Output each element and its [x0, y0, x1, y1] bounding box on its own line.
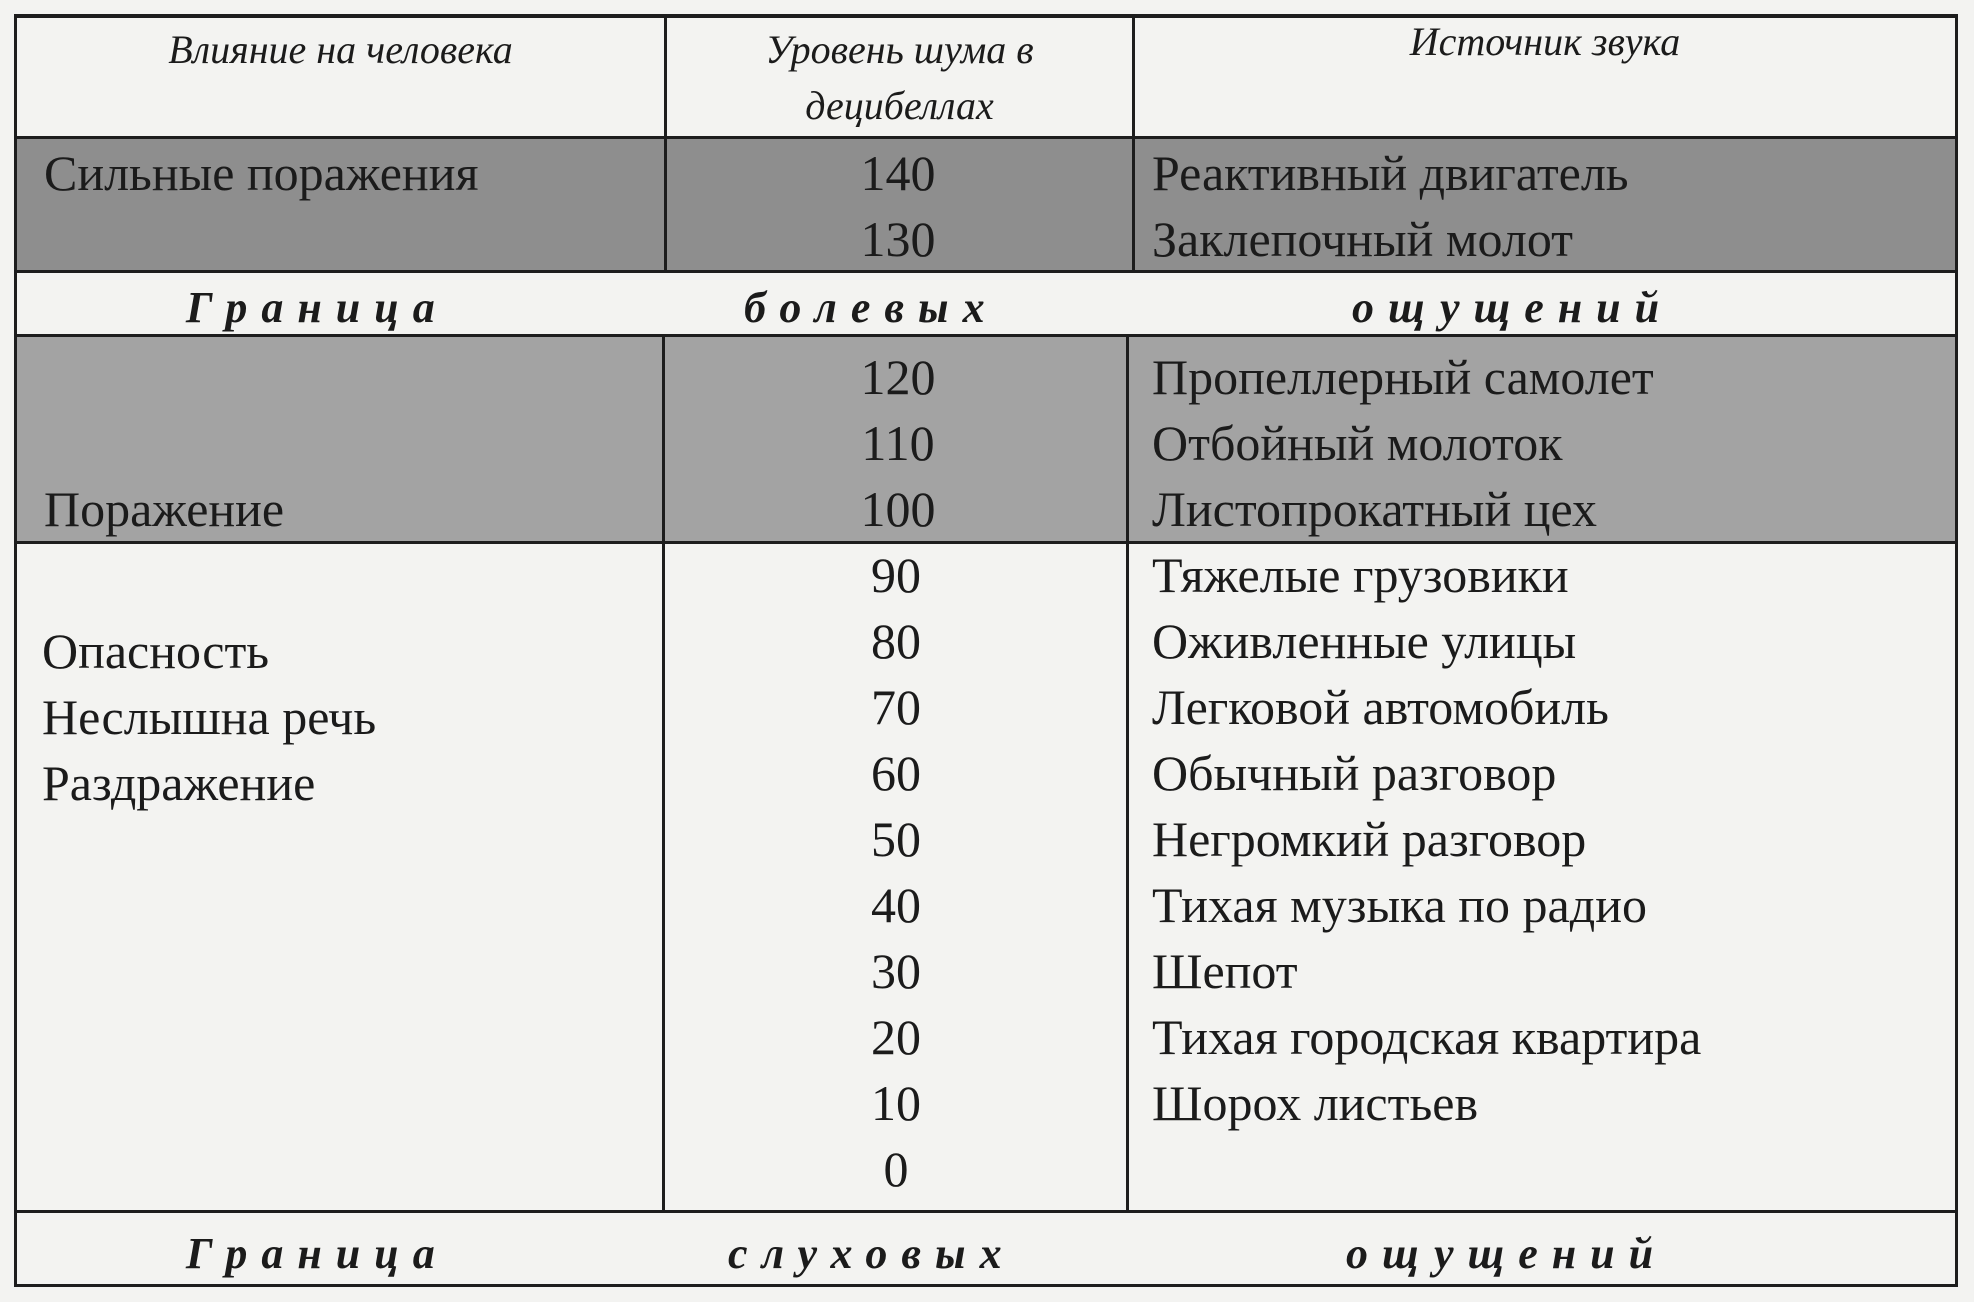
- header-source: Источник звука: [1409, 19, 1681, 64]
- table-bottom-border: [14, 1284, 1958, 1287]
- effect-irritation: Раздражение: [42, 755, 316, 811]
- source-heavy-trucks: Тяжелые грузовики: [1152, 547, 1569, 603]
- source-rustling-leaves: Шорох листьев: [1152, 1075, 1479, 1131]
- column-divider-1b: [662, 334, 665, 1212]
- effect-damage: Поражение: [44, 481, 285, 537]
- level-110: 110: [861, 415, 935, 471]
- level-80: 80: [871, 613, 921, 669]
- source-quiet-apartment: Тихая городская квартира: [1152, 1009, 1702, 1065]
- level-90: 90: [871, 547, 921, 603]
- level-130: 130: [860, 211, 936, 267]
- level-20: 20: [871, 1009, 921, 1065]
- pain-threshold-word-3: ощущений: [1352, 283, 1674, 332]
- header-bottom-border: [14, 136, 1958, 139]
- source-passenger-car: Легковой автомобиль: [1152, 679, 1609, 735]
- level-60: 60: [871, 745, 921, 801]
- effect-danger: Опасность: [42, 623, 270, 679]
- hearing-threshold-word-2: слуховых: [728, 1229, 1016, 1278]
- table-top-border: [14, 14, 1958, 18]
- source-quiet-conversation: Негромкий разговор: [1152, 811, 1587, 867]
- damage-band: [14, 336, 1958, 542]
- table-left-border: [14, 14, 17, 1287]
- pain-threshold-word-2: болевых: [744, 283, 999, 332]
- level-30: 30: [871, 943, 921, 999]
- source-busy-streets: Оживленные улицы: [1152, 613, 1577, 669]
- table-right-border: [1955, 14, 1958, 1287]
- hearing-threshold-word-1: Граница: [186, 1229, 449, 1278]
- header-effect: Влияние на человека: [168, 27, 513, 72]
- pain-threshold-bottom-border: [14, 334, 1958, 337]
- level-120: 120: [860, 349, 936, 405]
- header-level-line1: Уровень шума в: [765, 27, 1034, 72]
- source-whisper: Шепот: [1152, 943, 1298, 999]
- header-level-line2: децибеллах: [805, 83, 994, 128]
- level-40: 40: [871, 877, 921, 933]
- source-quiet-radio-music: Тихая музыка по радио: [1152, 877, 1647, 933]
- source-normal-conversation: Обычный разговор: [1152, 745, 1557, 801]
- source-propeller-plane: Пропеллерный самолет: [1152, 349, 1654, 405]
- level-0: 0: [883, 1141, 909, 1197]
- source-jet-engine: Реактивный двигатель: [1152, 145, 1629, 201]
- effect-severe-damage: Сильные поражения: [44, 145, 479, 201]
- effect-speech-inaudible: Неслышна речь: [42, 689, 377, 745]
- column-divider-2b: [1126, 334, 1129, 1212]
- level-10: 10: [871, 1075, 921, 1131]
- level-50: 50: [871, 811, 921, 867]
- level-70: 70: [871, 679, 921, 735]
- body-bottom-border: [14, 1210, 1958, 1213]
- damage-band-bottom-border: [14, 541, 1958, 544]
- severe-band-bottom-border: [14, 270, 1958, 273]
- source-jackhammer: Отбойный молоток: [1152, 415, 1563, 471]
- source-rolling-mill: Листопрокатный цех: [1152, 481, 1597, 537]
- pain-threshold-word-1: Граница: [186, 283, 449, 332]
- source-riveting-hammer: Заклепочный молот: [1152, 211, 1574, 267]
- hearing-threshold-word-3: ощущений: [1346, 1229, 1668, 1278]
- level-140: 140: [860, 145, 936, 201]
- level-100: 100: [860, 481, 936, 537]
